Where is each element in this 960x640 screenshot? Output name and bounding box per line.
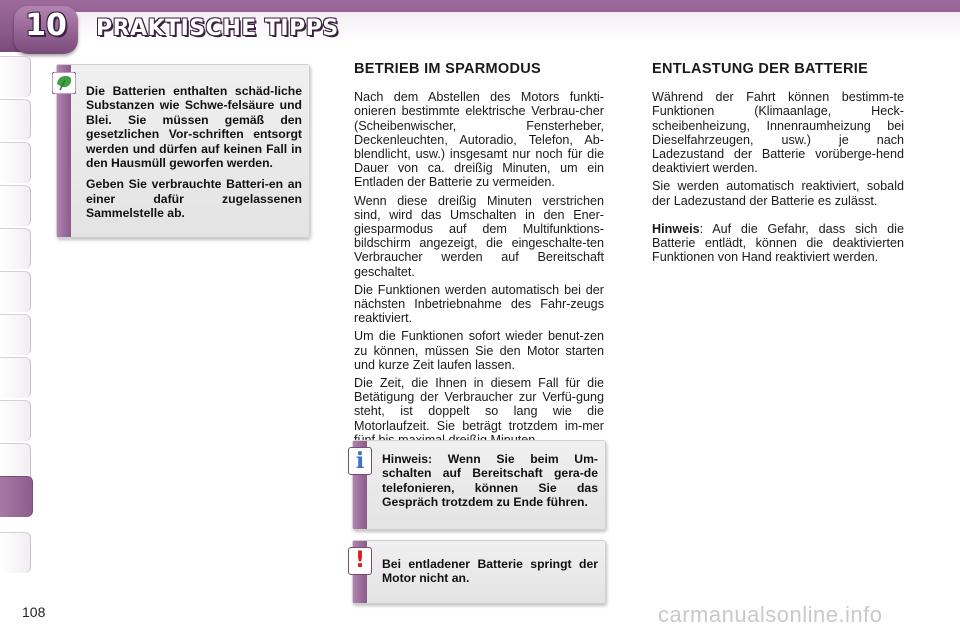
paragraph: Nach dem Abstellen des Motors funkti-onieren bestimmte elektrische Verbrau-cher (Scheibenwischer, Fensterheber, Deckenleuchten, Autoradio, Telefon, Ab-blendlicht, usw.) insgesamt nur noch für die Dauer von ca. dreißig Minuten, um ein Entladen der Batterie zu vermeiden. xyxy=(354,90,604,190)
entlastung-section xyxy=(652,62,904,268)
hint-label: Hinweis xyxy=(652,221,700,236)
info-note-label: Hinweis: xyxy=(382,452,433,466)
chapter-tab-active[interactable] xyxy=(0,476,33,517)
chapter-tab[interactable] xyxy=(0,228,31,269)
chapter-tab[interactable] xyxy=(0,56,31,97)
chapter-tabs xyxy=(0,56,34,576)
hint-paragraph xyxy=(652,222,904,265)
section-heading: BETRIEB IM SPARMODUS xyxy=(354,61,541,77)
section-heading: ENTLASTUNG DER BATTERIE xyxy=(652,61,869,77)
warning-icon: ! xyxy=(348,547,372,575)
chapter-tab[interactable] xyxy=(0,99,31,140)
info-note-paragraph xyxy=(382,452,598,510)
page-number: 108 xyxy=(22,604,46,620)
environment-note-text xyxy=(86,84,302,228)
chapter-tab[interactable] xyxy=(0,271,31,312)
warning-note-text: Bei entladener Batterie springt der Motor nicht an. xyxy=(382,557,598,586)
environment-note-paragraph: Geben Sie verbrauchte Batteri-en an einer dafür zugelassenen Sammelstelle ab. xyxy=(86,177,302,221)
paragraph: Die Zeit, die Ihnen in diesem Fall für die Betätigung der Verbraucher zur Verfü-gung steht, ist doppelt so lang wie die Motorlaufzeit. Sie beträgt trotzdem im-mer xyxy=(354,376,604,433)
chapter-tab[interactable] xyxy=(0,357,31,398)
chapter-tab[interactable] xyxy=(0,532,31,573)
chapter-number: 10 xyxy=(25,8,67,43)
page-title: PRAKTISCHE TIPPS xyxy=(96,16,339,41)
chapter-tab[interactable] xyxy=(0,400,31,441)
watermark: carmanualsonline.info xyxy=(658,602,883,627)
paragraph: Während der Fahrt können bestimm-te Funktionen (Klimaanlage, Heck-scheibenheizung, Innenraumheizung bei Dieselfahrzeugen, usw.) je nach Ladezustand der Batterie vorüberge-hend deaktiviert werden. xyxy=(652,90,904,176)
sparmodus-section xyxy=(354,62,604,451)
paragraph: Die Funktionen werden automatisch bei der nächsten Inbetriebnahme des Fahr-zeugs reaktiviert. xyxy=(354,282,604,326)
chapter-tab[interactable] xyxy=(0,314,31,355)
info-note-text xyxy=(382,452,598,517)
paragraph: Um die Funktionen sofort wieder benut-zen zu können, müssen Sie den Motor starten und kurze Zeit laufen lassen. xyxy=(354,329,604,372)
info-icon: i xyxy=(348,447,372,475)
chapter-tab[interactable] xyxy=(0,142,31,183)
leaf-icon xyxy=(52,72,76,94)
info-note-body: Wenn Sie beim Um-schalten auf Bereitschaft gera-de telefonieren, können Sie das Gespräch trotzdem zu Ende führen. xyxy=(382,452,598,510)
paragraph: Wenn diese dreißig Minuten verstrichen sind, wird das Umschalten in den Ener-giesparmodus auf dem Multifunktions-bildschirm angezeigt, die eingeschalte-ten Verbraucher werden auf Bereitschaft geschaltet. xyxy=(354,193,604,279)
hint-text: : Auf die Gefahr, dass sich die Batterie entlädt, können die deaktivierten Funktionen von Hand reaktiviert werden. xyxy=(652,221,904,265)
environment-note-paragraph: Die Batterien enthalten schäd-liche Substanzen wie Schwe-felsäure und Blei. Sie müssen gemäß den gesetzlichen Vor-schriften entsorgt werden und dürfen auf keinen Fall in den Hausmüll geworfen werden. xyxy=(86,84,302,171)
chapter-tab[interactable] xyxy=(0,185,31,226)
paragraph: Sie werden automatisch reaktiviert, sobald der Ladezustand der Batterie es zulässt. xyxy=(652,179,904,208)
